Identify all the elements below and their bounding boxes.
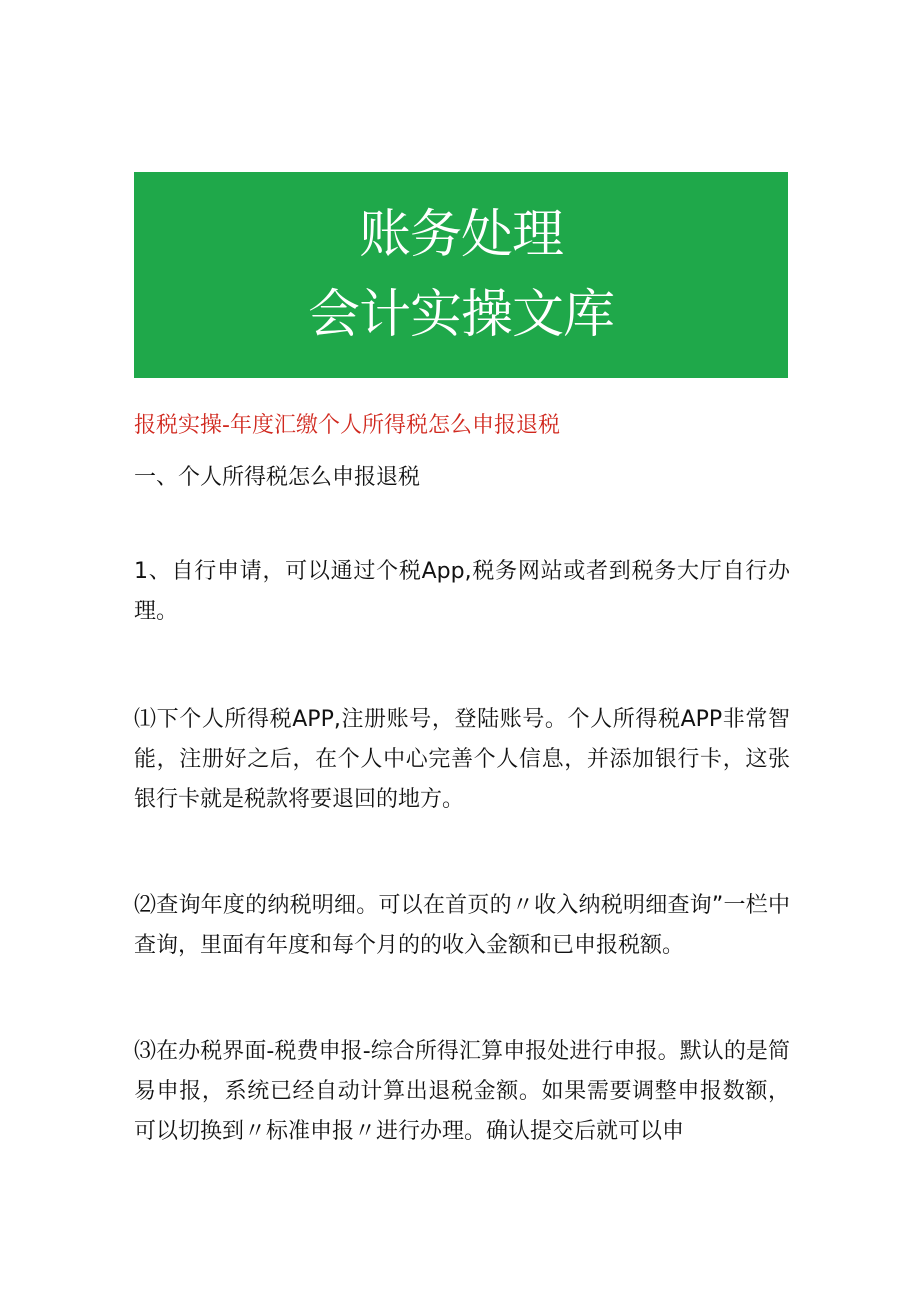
banner-title-line-2: 会计实操文库	[307, 285, 614, 345]
paragraph-1: 1、自行申请，可以通过个税App,税务网站或者到税务大厅自行办理。	[134, 559, 790, 624]
document-title: 报税实操-年度汇缴个人所得税怎么申报退税	[134, 413, 560, 438]
paragraph-3: ⑵查询年度的纳税明细。可以在首页的〃收入纳税明细查询”一栏中查询，里面有年度和每个月的的收入金额和已申报税额。	[134, 893, 790, 958]
paragraph-4: ⑶在办税界面-税费申报-综合所得汇算申报处进行申报。默认的是简易申报，系统已经自动计算出退税金额。如果需要调整申报数额，可以切换到〃标准申报〃进行办理。确认提交后就可以申	[134, 1039, 790, 1144]
section-heading: 一、个人所得税怎么申报退税	[134, 465, 421, 490]
banner-title-line-1: 账务处理	[358, 205, 563, 265]
paragraph-2: ⑴下个人所得税APP,注册账号，登陆账号。个人所得税APP非常智能，注册好之后，在个人中心完善个人信息，并添加银行卡，这张银行卡就是税款将要退回的地方。	[134, 707, 790, 812]
cover-banner	[134, 172, 788, 378]
